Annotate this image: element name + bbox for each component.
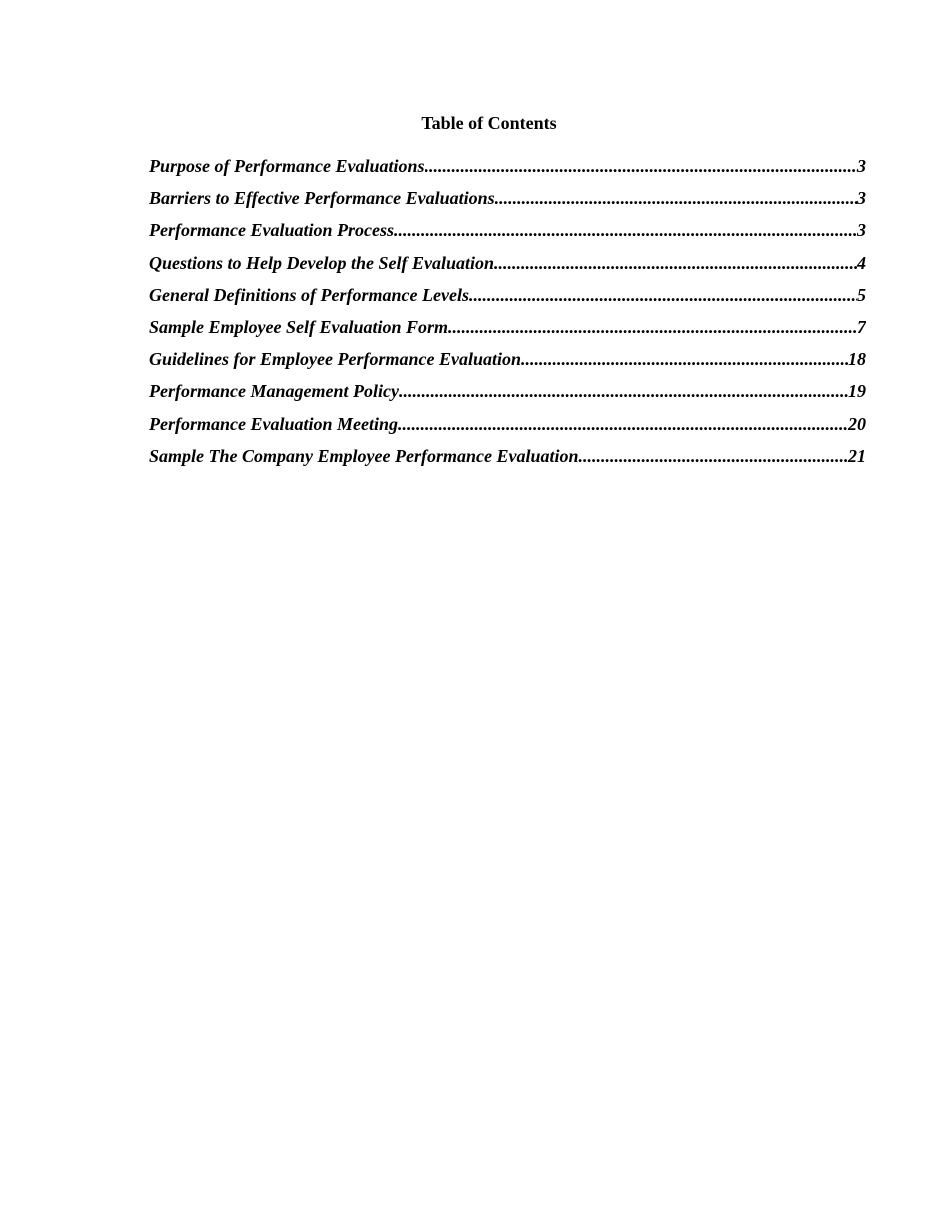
dot-leader: [521, 347, 848, 371]
toc-page-number: 7: [857, 316, 866, 337]
toc-entry-process[interactable]: [149, 218, 866, 250]
toc-entry-policy[interactable]: [149, 379, 866, 411]
toc-entry-guidelines[interactable]: [149, 347, 866, 379]
toc-page-number: 21: [848, 445, 866, 466]
toc-entry-title: Performance Evaluation Meeting: [149, 413, 398, 434]
toc-page-number: 4: [857, 252, 866, 273]
dot-leader: [394, 218, 857, 242]
toc-entry-title: Performance Evaluation Process: [149, 220, 394, 241]
toc-entry-title: Purpose of Performance Evaluations: [149, 156, 425, 176]
toc-page-number: 20: [848, 413, 866, 434]
toc-page-number: 5: [857, 284, 866, 305]
dot-leader: [399, 379, 848, 403]
toc-page-number: 19: [848, 381, 866, 402]
toc-entry-meeting[interactable]: [149, 412, 866, 444]
dot-leader: [495, 186, 857, 210]
toc-entry-title: Performance Management Policy: [149, 381, 399, 402]
toc-entry-title: Guidelines for Employee Performance Evaluation: [149, 349, 521, 370]
dot-leader: [469, 283, 857, 307]
toc-entry-title: Barriers to Effective Performance Evaluations: [149, 188, 495, 209]
toc-list: [149, 154, 866, 476]
toc-entry-title: General Definitions of Performance Levels: [149, 284, 469, 305]
toc-entry-purpose[interactable]: [149, 154, 866, 186]
dot-leader: [398, 412, 848, 436]
dot-leader: [425, 154, 857, 178]
toc-entry-questions[interactable]: [149, 251, 866, 283]
toc-entry-title: Sample Employee Self Evaluation Form: [149, 316, 449, 337]
dot-leader: [578, 444, 848, 468]
toc-page-number: 3: [857, 188, 866, 209]
toc-entry-barriers[interactable]: [149, 186, 866, 218]
toc-entry-title: Questions to Help Develop the Self Evaluation: [149, 252, 494, 273]
toc-page-number: 3: [857, 220, 866, 241]
toc-page-number: 3: [857, 156, 866, 176]
toc-entry-definitions[interactable]: [149, 283, 866, 315]
toc-page-number: 18: [848, 349, 866, 370]
toc-entry-sample-evaluation[interactable]: [149, 444, 866, 476]
dot-leader: [494, 251, 857, 275]
toc-entry-title: Sample The Company Employee Performance Evaluation: [149, 445, 579, 466]
toc-heading: Table of Contents: [421, 113, 557, 133]
toc-entry-self-evaluation-form[interactable]: [149, 315, 866, 347]
dot-leader: [448, 315, 857, 339]
